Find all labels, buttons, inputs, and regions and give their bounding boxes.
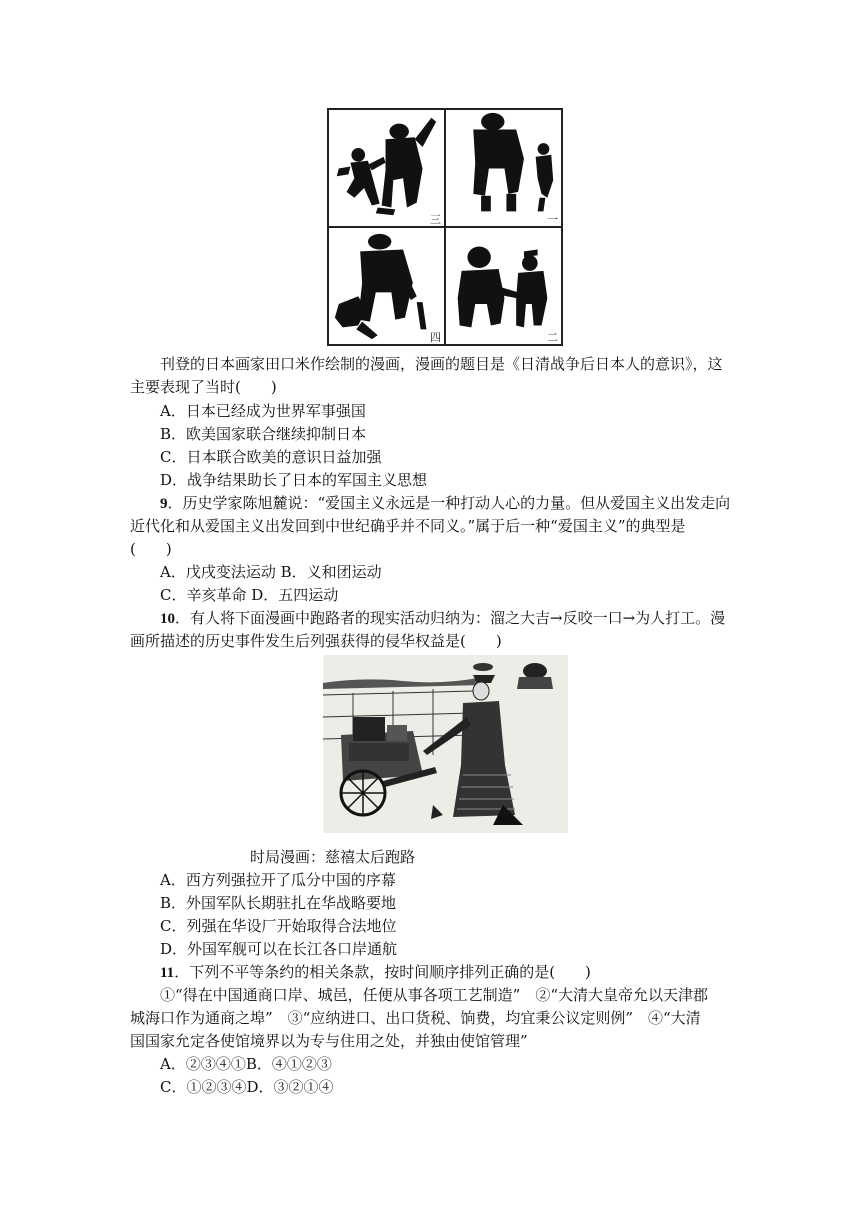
q11-clause-line2: 城海口作为通商之埠” ③“应纳进口、出口货税、饷费，均宜秉公议定则例” ④“大清 [130,1009,701,1027]
q9-options-row2: C．辛亥革命 D．五四运动 [160,586,339,604]
cartoon-caption: 时局漫画：慈禧太后跑路 [250,848,416,866]
q8-stem-line1: 刊登的日本画家田口米作绘制的漫画，漫画的题目是《日清战争后日本人的意识》，这 [160,355,723,373]
q11-clause-line1: ①“得在中国通商口岸、城邑，任便从事各项工艺制造” ②“大清大皇帝允以天津郡 [160,986,709,1004]
q11-stem [160,961,770,984]
q9-stem-line2: 近代化和从爱国主义出发回到中世纪确乎并不同义。”属于后一种“爱国主义”的典型是 [130,517,686,535]
panel-number-label: 三 [430,213,441,226]
q9-stem-line3: ( ) [130,540,172,558]
q10-option-b: B．外国军队长期驻扎在华战略要地 [160,894,397,912]
q10-option-c: C．列强在华设厂开始取得合法地位 [160,917,397,935]
panel-number-label: 四 [430,331,441,344]
q9-options-row1: A．戊戌变法运动 B．义和团运动 [160,563,382,581]
q8-option-c: C．日本联合欧美的意识日益加强 [160,448,382,466]
q11-clause-line3: 国国家允定各使馆境界以为专与住用之处，并独由使馆管理” [130,1032,528,1050]
comic-panel-bottom-right [445,227,562,345]
cixi-wheelbarrow-cartoon-image [323,655,568,833]
q11-options-row1: A．②③④①B．④①②③ [160,1055,332,1073]
q9-stem-line1 [160,492,770,515]
q10-stem-text: ．有人将下面漫画中跑路者的现实活动归纳为：溜之大吉→反咬一口→为人打工。漫 [175,609,726,627]
q10-stem-line1 [160,607,770,630]
q8-stem-line2: 主要表现了当时( ) [130,378,277,396]
q9-stem-text: ．历史学家陈旭麓说：“爱国主义永远是一种打动人心的力量。但从爱国主义出发走向 [167,494,731,512]
comic-panel-bottom-left [328,227,445,345]
q8-option-a: A．日本已经成为世界军事强国 [160,402,366,420]
comic-grid-image [327,108,563,346]
q11-number: 11 [160,965,175,981]
comic-panel-top-left [328,109,445,227]
q8-option-b: B．欧美国家联合继续抑制日本 [160,425,367,443]
q10-option-d: D．外国军舰可以在长江各口岸通航 [160,940,398,958]
q10-option-a: A．西方列强拉开了瓜分中国的序幕 [160,871,396,889]
q8-option-d: D．战争结果助长了日本的军国主义思想 [160,471,428,489]
panel-number-label: 二 [547,331,558,344]
q10-stem-line2: 画所描述的历史事件发生后列强获得的侵华权益是( ) [130,632,502,650]
q9-number: 9 [160,496,168,512]
panel-number-label: 一 [547,213,558,226]
comic-panel-top-right [445,109,562,227]
q11-options-row2: C．①②③④D．③②①④ [160,1078,334,1096]
q10-number: 10 [160,611,175,627]
q11-stem-text: ．下列不平等条约的相关条款，按时间顺序排列正确的是( ) [174,963,591,981]
